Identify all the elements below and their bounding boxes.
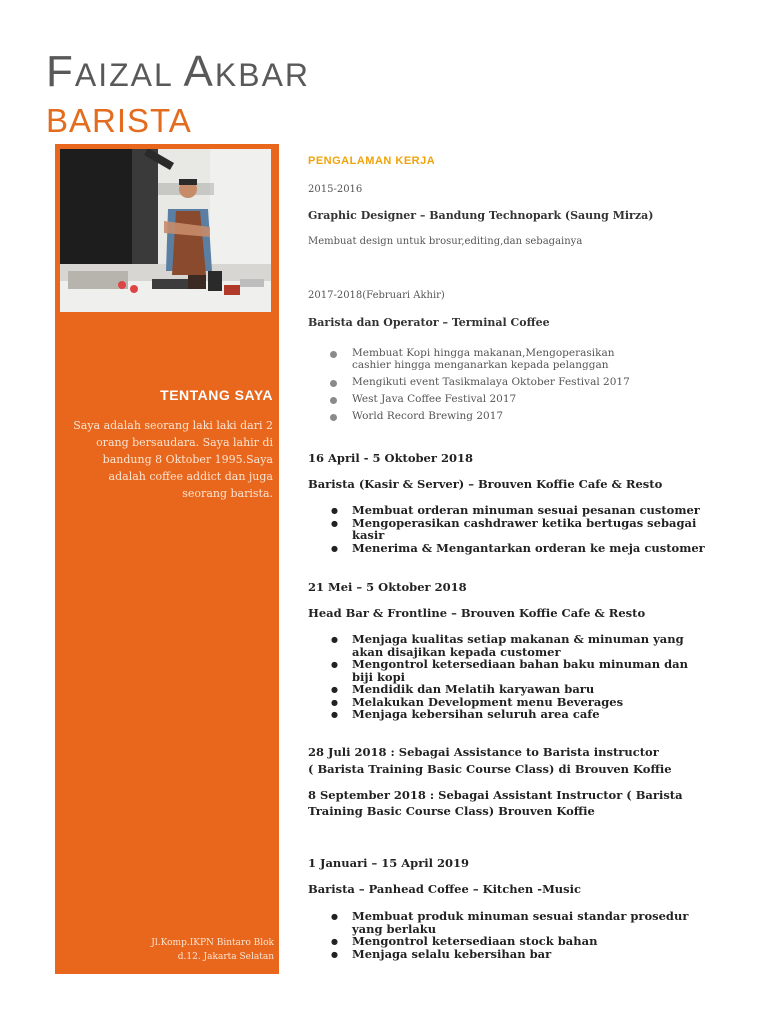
job-period: 16 April - 5 Oktober 2018 [308,451,473,465]
about-text: Saya adalah seorang laki laki dari 2 orang bersaudara. Saya lahir di bandung 8 Oktober 1995.Saya adalah coffee addict dan juga seorang barista. [73,419,273,500]
list-item: ● Menjaga kualitas setiap makanan & minuman yang akan disajikan kepada customer [308,633,712,658]
job-period: 2017-2018(Februari Akhir) [308,290,445,301]
list-item: ● Menerima & Mengantarkan orderan ke meja customer [308,542,708,555]
list-item: ● Membuat orderan minuman sesuai pesanan customer [308,504,708,517]
list-item: ● Mendidik dan Melatih karyawan baru [308,683,708,696]
about-title: TENTANG SAYA [160,387,273,403]
job-title: Barista dan Operator – Terminal Coffee [308,316,550,329]
address-line: d.12. Jakarta Selatan [177,952,274,962]
duty-list [308,347,708,422]
address [63,936,274,964]
job-title: Barista – Panhead Coffee – Kitchen -Music [308,882,582,896]
job-role: BARISTA [46,102,192,139]
list-item: ● Menjaga selalu kebersihan bar [308,948,708,961]
duty-list [308,633,708,721]
job-period: 1 Januari – 15 April 2019 [308,856,470,870]
list-item: ● Mengoperasikan cashdrawer ketika bertugas sebagai kasir [308,517,712,542]
training-note: 28 Juli 2018 : Sebagai Assistance to Barista instructor [308,745,659,759]
job-description: Membuat design untuk brosur,editing,dan sebagainya [308,236,583,247]
sidebar [55,144,279,974]
training-note: ( Barista Training Basic Course Class) di Brouven Koffie [308,762,672,776]
job-title: Barista (Kasir & Server) – Brouven Koffie Cafe & Resto [308,477,663,491]
training-note: 8 September 2018 : Sebagai Assistant Instructor ( Barista [308,788,683,802]
section-title: PENGALAMAN KERJA [308,155,436,167]
list-item: World Record Brewing 2017 [308,410,708,422]
list-item: ● Mengontrol ketersediaan bahan baku minuman dan biji kopi [308,658,712,683]
training-note: Training Basic Course Class) Brouven Koffie [308,804,595,818]
list-item: Membuat Kopi hingga makanan,Mengoperasikan cashier hingga menganarkan kepada pelanggan [308,347,652,371]
job-title: Graphic Designer – Bandung Technopark (Saung Mirza) [308,209,654,222]
duty-list [308,504,708,554]
list-item: ● Melakukan Development menu Beverages [308,696,708,709]
job-title: Head Bar & Frontline – Brouven Koffie Cafe & Resto [308,606,646,620]
profile-photo [60,149,271,312]
address-line: Jl.Komp.IKPN Bintaro Blok [151,938,274,948]
list-item: ● Membuat produk minuman sesuai standar prosedur yang berlaku [308,910,712,935]
list-item: West Java Coffee Festival 2017 [308,393,708,405]
list-item: Mengikuti event Tasikmalaya Oktober Festival 2017 [308,376,708,388]
person-name: FAIZAL AKBAR [46,47,311,96]
list-item: ● Mengontrol ketersediaan stock bahan [308,935,708,948]
list-item: ● Menjaga kebersihan seluruh area cafe [308,708,708,721]
duty-list [308,910,708,960]
job-period: 2015-2016 [308,184,363,195]
job-period: 21 Mei – 5 Oktober 2018 [308,580,467,594]
